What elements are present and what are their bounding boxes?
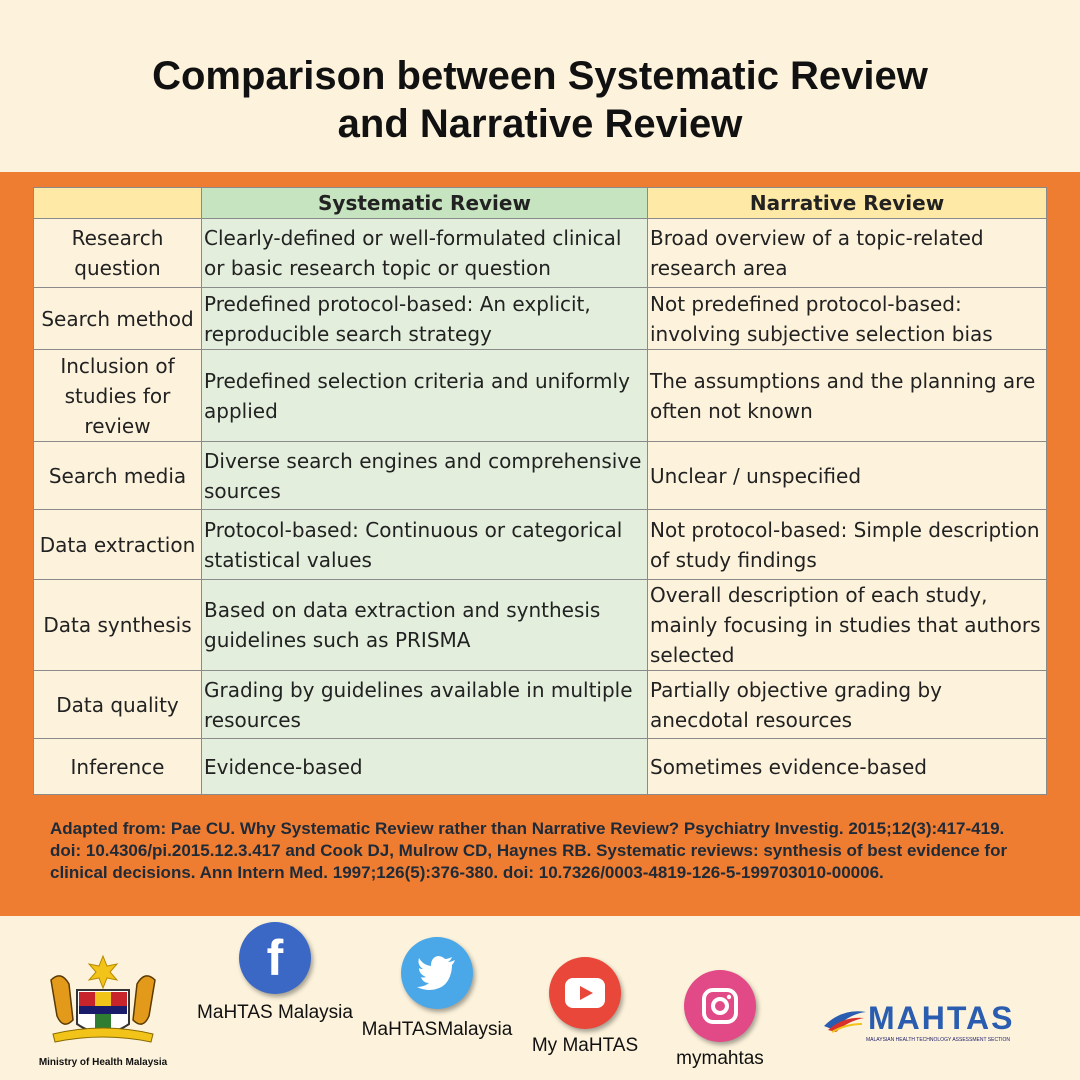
facebook-link[interactable] <box>190 922 360 1024</box>
table-row <box>34 288 1047 350</box>
table-row <box>34 671 1047 739</box>
facebook-icon[interactable]: f <box>239 922 311 994</box>
header-blank <box>34 188 202 219</box>
row-label: Research question <box>34 219 202 288</box>
systematic-cell: Predefined protocol-based: An explicit, reproducible search strategy <box>202 288 648 350</box>
row-label: Inference <box>34 739 202 795</box>
twitter-bird-icon[interactable] <box>401 937 473 1009</box>
instagram-link[interactable] <box>655 970 785 1070</box>
narrative-cell: Partially objective grading by anecdotal resources <box>648 671 1047 739</box>
mahtas-logo-subtitle: MALAYSIAN HEALTH TECHNOLOGY ASSESSMENT SECTION <box>866 1037 1011 1043</box>
table-row <box>34 739 1047 795</box>
table-header-row <box>34 188 1047 219</box>
row-label: Data extraction <box>34 510 202 580</box>
mahtas-logo-text: MAHTAS <box>868 1000 1015 1036</box>
title-line-1: Comparison between Systematic Review <box>152 54 928 98</box>
narrative-cell: Overall description of each study, mainly focusing in studies that authors selected <box>648 580 1047 671</box>
header-systematic: Systematic Review <box>202 188 648 219</box>
title-line-2: and Narrative Review <box>337 102 743 146</box>
row-label: Data synthesis <box>34 580 202 671</box>
youtube-label[interactable]: My MaHTAS <box>531 1035 639 1056</box>
narrative-cell: Unclear / unspecified <box>648 442 1047 510</box>
comparison-table <box>33 187 1047 795</box>
citation-text: Adapted from: Pae CU. Why Systematic Review rather than Narrative Review? Psychiatry Investig. 2015;12(3):417-419. doi: 10.4306/pi.2015.12.3.417 and Cook DJ, Mulrow CD, Haynes RB. Systematic reviews: synthesis of best evidence for clinical decisions. Ann Intern Med. 1997;126(5):376-380. doi: 10.7326/0003-4819-126-5-199703010-00006. <box>50 819 1008 882</box>
header-narrative: Narrative Review <box>648 188 1047 219</box>
row-label: Inclusion of studies for review <box>34 350 202 442</box>
narrative-cell: Sometimes evidence-based <box>648 739 1047 795</box>
mahtas-logo <box>822 1000 1052 1043</box>
row-label: Search method <box>34 288 202 350</box>
table-row <box>34 350 1047 442</box>
page-title <box>0 52 1080 148</box>
facebook-label[interactable]: MaHTAS Malaysia <box>197 1002 353 1023</box>
twitter-link[interactable] <box>352 937 522 1041</box>
ministry-label: Ministry of Health Malaysia <box>38 1057 168 1068</box>
table-row <box>34 442 1047 510</box>
table-row <box>34 580 1047 671</box>
youtube-link[interactable] <box>515 957 655 1057</box>
systematic-cell: Protocol-based: Continuous or categorical statistical values <box>202 510 648 580</box>
row-label: Search media <box>34 442 202 510</box>
ministry-logo <box>28 950 178 1068</box>
narrative-cell: Not protocol-based: Simple description of study findings <box>648 510 1047 580</box>
table-row <box>34 219 1047 288</box>
systematic-cell: Grading by guidelines available in multiple resources <box>202 671 648 739</box>
systematic-cell: Predefined selection criteria and uniformly applied <box>202 350 648 442</box>
twitter-label[interactable]: MaHTASMalaysia <box>361 1019 513 1040</box>
instagram-camera-icon[interactable] <box>684 970 756 1042</box>
systematic-cell: Based on data extraction and synthesis guidelines such as PRISMA <box>202 580 648 671</box>
instagram-label[interactable]: mymahtas <box>676 1048 764 1069</box>
row-label: Data quality <box>34 671 202 739</box>
systematic-cell: Clearly-defined or well-formulated clinical or basic research topic or question <box>202 219 648 288</box>
narrative-cell: Not predefined protocol-based: involving subjective selection bias <box>648 288 1047 350</box>
youtube-play-icon[interactable] <box>549 957 621 1029</box>
systematic-cell: Diverse search engines and comprehensive sources <box>202 442 648 510</box>
systematic-cell: Evidence-based <box>202 739 648 795</box>
mahtas-flag-swoosh-icon <box>822 1004 868 1034</box>
narrative-cell: The assumptions and the planning are often not known <box>648 350 1047 442</box>
coat-of-arms-icon <box>43 950 163 1050</box>
narrative-cell: Broad overview of a topic-related research area <box>648 219 1047 288</box>
table-row <box>34 510 1047 580</box>
